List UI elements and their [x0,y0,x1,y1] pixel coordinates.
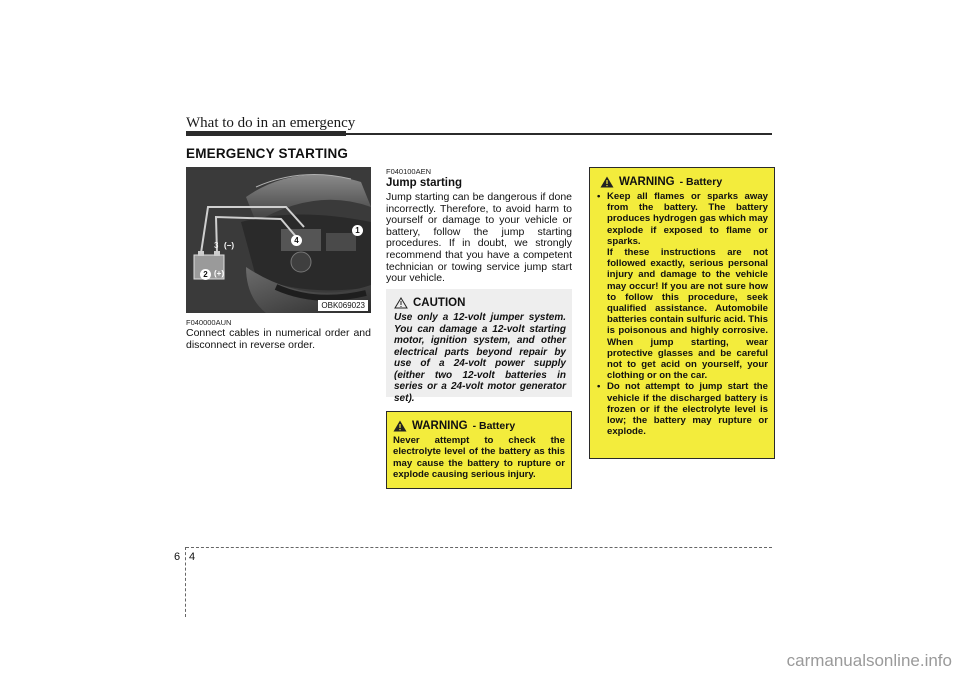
warning-box-battery-flames [589,167,775,459]
caution-label: CAUTION [413,297,466,309]
warning2-item-flames [596,191,768,381]
warning1-label: WARNING [412,420,468,432]
warning-triangle-icon [600,176,614,188]
warning1-text: Never attempt to check the electrolyte level of the battery as this may cause the battery to rupture or explode causing serious injury. [393,435,565,481]
jump-starting-text: Jump starting can be dangerous if done incorrectly. Therefore, to avoid harm to yourself or damage to your vehicle or battery, follow the jump starting procedures. If in doubt, we strongly recommend that you have a competent technician or towing service jump start your vehicle. [386,191,572,285]
bullet-glyph: • [597,381,601,393]
figure-label: OBK069023 [318,300,368,311]
caution-box [386,289,572,404]
callout-2: 2 [200,269,211,280]
footer-vertical-rule [185,547,186,617]
col2-code: F040100AEN [386,167,432,176]
warning2-label: WARNING [619,176,675,188]
warning1-header [393,420,565,432]
bullet-glyph: • [597,191,601,202]
chapter-header-title: What to do in an emergency [186,115,356,131]
callout-3: 3 [214,241,219,250]
warning-triangle-icon [393,420,407,432]
warning2-item1b-text: If these instructions are not followed exactly, serious personal injury and damage to the vehicle may occur! If you are not sure how to follow this procedure, seek qualified assistance. Automobile batteries contain sulfuric acid. This is poisonous and highly corrosive. When jump starting, wear protective glasses and be careful not to get acid on yourself, your clothing or on the car. [607,247,768,382]
col1-text: Connect cables in numerical order and disconnect in reverse order. [186,327,371,351]
warning2-item1-text: Keep all flames or sparks away from the battery. The battery produces hydrogen gas which may explode if exposed to flame or sparks. [607,191,768,247]
section-title: EMERGENCY STARTING [186,146,349,161]
warning2-item2-text: Do not attempt to jump start the vehicle if the discharged battery is frozen or if the electrolyte level is low; the battery may rupture or explode. [607,381,768,438]
footer-rule [186,547,772,548]
warning1-sub: - Battery [472,420,516,432]
warning2-sub: - Battery [679,176,723,188]
col1-code: F040000AUN [186,318,232,327]
caution-triangle-icon [394,297,408,309]
chapter-number: 6 [174,551,181,563]
watermark: carmanualsonline.info [786,651,952,670]
jump-start-figure [186,167,371,313]
warning-box-battery-check [386,411,572,489]
warning2-item-frozen [596,381,768,437]
callout-4: 4 [291,235,302,246]
jump-starting-heading: Jump starting [386,177,463,189]
header-rule-accent [186,131,346,136]
minus-label: (−) [224,241,234,250]
caution-text: Use only a 12-volt jumper system. You can damage a 12-volt starting motor, ignition system, and other electrical parts beyond repair by use of a 24-volt power supply (either two 12-volt batteries in series or a 24-volt motor generator set). [394,312,566,404]
warning2-list [596,191,768,437]
page-number: 4 [189,551,196,563]
caution-header [394,297,566,309]
plus-label: (+) [214,269,224,278]
engine-bay-illustration [186,167,371,313]
warning2-header [596,176,768,188]
callout-1: 1 [352,225,363,236]
